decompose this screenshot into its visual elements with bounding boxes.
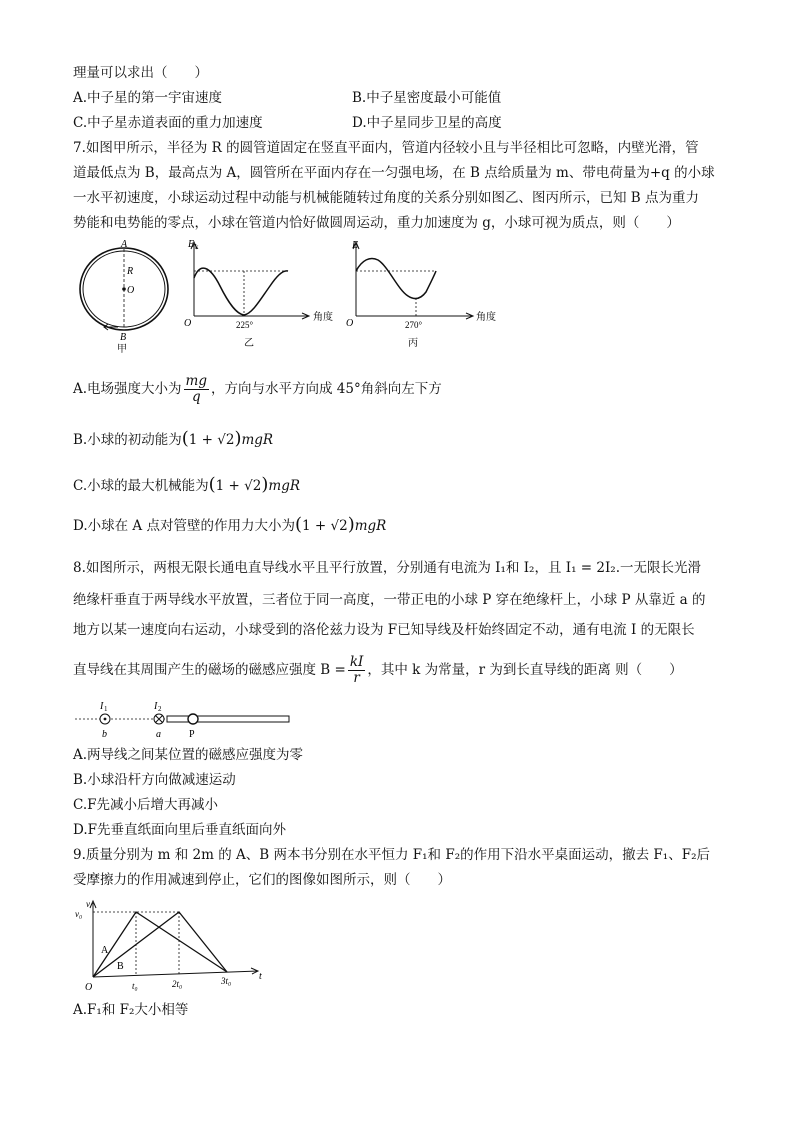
ball-P [188,714,198,724]
q7-option-c-tail: mgR [268,478,300,494]
y-label: E [188,239,195,250]
label-O: O [127,285,135,296]
q7-option-a-prefix: A.电场强度大小为 [73,381,182,397]
v-label: v [86,899,90,909]
q6-option-d: D.中子星同步卫星的高度 [352,115,502,131]
line-B [93,912,227,977]
q6-options-row1 [73,88,502,108]
q9-stem-line1: 9.质量分别为 m 和 2m 的 A、B 两本书分别在水平恒力 F₁和 F₂的作用下沿水平桌面运动，撤去 F₁、F₂后 [73,847,710,863]
x-label: 角度 [313,312,333,323]
label-a: a [156,729,161,740]
q7-option-b: B.小球的初动能为(1 + √2)mgR [73,428,274,449]
q8-stem-line4-post: ，其中 k 为常量，r 为到长直导线的距离 则（ ） [367,662,683,678]
q8-b-fraction [348,655,366,686]
x-label: 角度 [476,312,496,323]
q8-stem-line4-pre: 直导线在其周围产生的磁场的磁感应强度 B = [73,662,346,678]
q7-option-c-prefix: C.小球的最大机械能为 [73,478,209,494]
e-curve [356,258,436,298]
y-label: E [352,240,359,251]
fraction-denominator: q [191,389,201,405]
label-P: P [189,729,195,740]
q7-option-b-tail: mgR [241,432,274,448]
q8-option-a: A.两导线之间某位置的磁感应强度为零 [73,747,304,763]
caption-yi: 乙 [244,338,254,349]
origin-label: O [184,318,192,329]
q7-option-d-tail: mgR [354,518,387,534]
label-b: b [102,729,107,740]
fraction-numerator: mg [185,373,207,389]
ek-curve [194,268,288,315]
q7-option-d: D.小球在 A 点对管壁的作用力大小为(1 + √2)mgR [73,514,387,535]
q7-option-b-prefix: B.小球的初动能为 [73,432,182,448]
O-label: O [85,982,93,993]
label-I1-sub: 1 [104,705,108,713]
label-I1: I [100,701,104,712]
q7-stem-line4: 势能和电势能的零点，小球在管道内恰好做圆周运动，重力加速度为 g，小球可视为质点，则（ ） [73,215,680,231]
origin-label: O [346,318,354,329]
q8-stem-line2: 绝缘杆垂直于两导线水平放置，三者位于同一高度，一带正电的小球 P 穿在绝缘杆上，小球 P 从靠近 a 的 [73,592,706,608]
y-label-sub: k [195,243,199,251]
insulating-rod [167,716,289,722]
center-dot [122,287,126,291]
q7-option-d-expr: 1 + √2 [302,518,348,534]
t-label: t [259,971,262,982]
q9-vt-figure [75,897,275,997]
q6-tail: 理量可以求出（ ） [73,65,208,81]
fraction-denominator: r [353,670,360,686]
q9-option-a: A.F₁和 F₂大小相等 [73,1002,189,1018]
q7-option-a [73,372,442,406]
q7-option-d-prefix: D.小球在 A 点对管壁的作用力大小为 [73,518,295,534]
label-I2: I [154,701,158,712]
q7-stem-line1: 7.如图甲所示，半径为 R 的圆管道固定在竖直平面内，管道内径较小且与半径相比可忽略，内壁光滑，管 [73,140,699,156]
q8-stem-line1-main: 8.如图所示，两根无限长通电直导线水平且平行放置，分别通有电流为 I₁和 I₂，且 I₁ = 2I₂ [73,560,616,576]
q7-figure-bing [342,238,512,350]
q7-figure-yi [180,238,340,350]
B-label: B [117,961,124,972]
q7-option-c: C.小球的最大机械能为(1 + √2)mgR [73,474,300,495]
q7-option-c-expr: 1 + √2 [215,478,262,494]
q6-option-b: B.中子星密度最小可能值 [352,90,502,106]
tick-label: 225° [236,320,254,330]
3t0-label: 3t₀ [221,976,232,986]
q8-figure [75,697,300,741]
q7-option-a-suffix: ，方向与水平方向成 45°角斜向左下方 [211,381,442,397]
line-A [93,912,227,977]
q8-stem-line1-tail: .一无限长光滑 [615,560,702,576]
q8-option-c: C.F先减小后增大再减小 [73,797,219,813]
q7-stem-line3: 一水平初速度，小球运动过程中动能与机械能随转过角度的关系分别如图乙、图丙所示，已知 B 点为重力 [73,190,700,206]
q6-option-c: C.中子星赤道表面的重力加速度 [73,115,263,131]
q7-stem-line2: 道最低点为 B，最高点为 A，圆管所在平面内存在一匀强电场，在 B 点给质量为 m、带电荷量为+q 的小球 [73,165,715,181]
q8-option-d: D.F先垂直纸面向里后垂直纸面向外 [73,822,287,838]
q7-figure-jia [72,238,172,356]
label-A: A [121,239,128,250]
q8-stem-line3: 地方以某一速度向右运动，小球受到的洛伦兹力设为 F已知导线及杆始终固定不动，通有电流 I 的无限长 [73,622,695,638]
label-B: B [120,332,127,343]
q9-stem-line2: 受摩擦力的作用减速到停止，它们的图像如图所示，则（ ） [73,872,451,888]
fraction-numerator: kI [349,654,364,670]
q7-option-a-fraction [184,374,209,405]
label-I2-sub: 2 [158,705,162,713]
A-label: A [101,945,109,956]
caption-bing: 丙 [408,338,418,349]
wire-b-dot [104,718,107,721]
tick-label: 270° [405,320,423,330]
label-R: R [127,266,134,277]
q7-option-b-expr: 1 + √2 [188,432,235,448]
q8-option-b: B.小球沿杆方向做减速运动 [73,772,236,788]
v0-label: v₀ [75,909,83,919]
q8-stem-line1 [73,558,701,578]
q6-options-row2 [73,113,502,133]
q6-option-a: A.中子星的第一宇宙速度 [73,90,223,106]
t0-label: t₀ [132,981,138,991]
2t0-label: 2t₀ [172,979,183,989]
caption-jia: 甲 [117,344,127,355]
q8-stem-line4 [73,654,683,686]
